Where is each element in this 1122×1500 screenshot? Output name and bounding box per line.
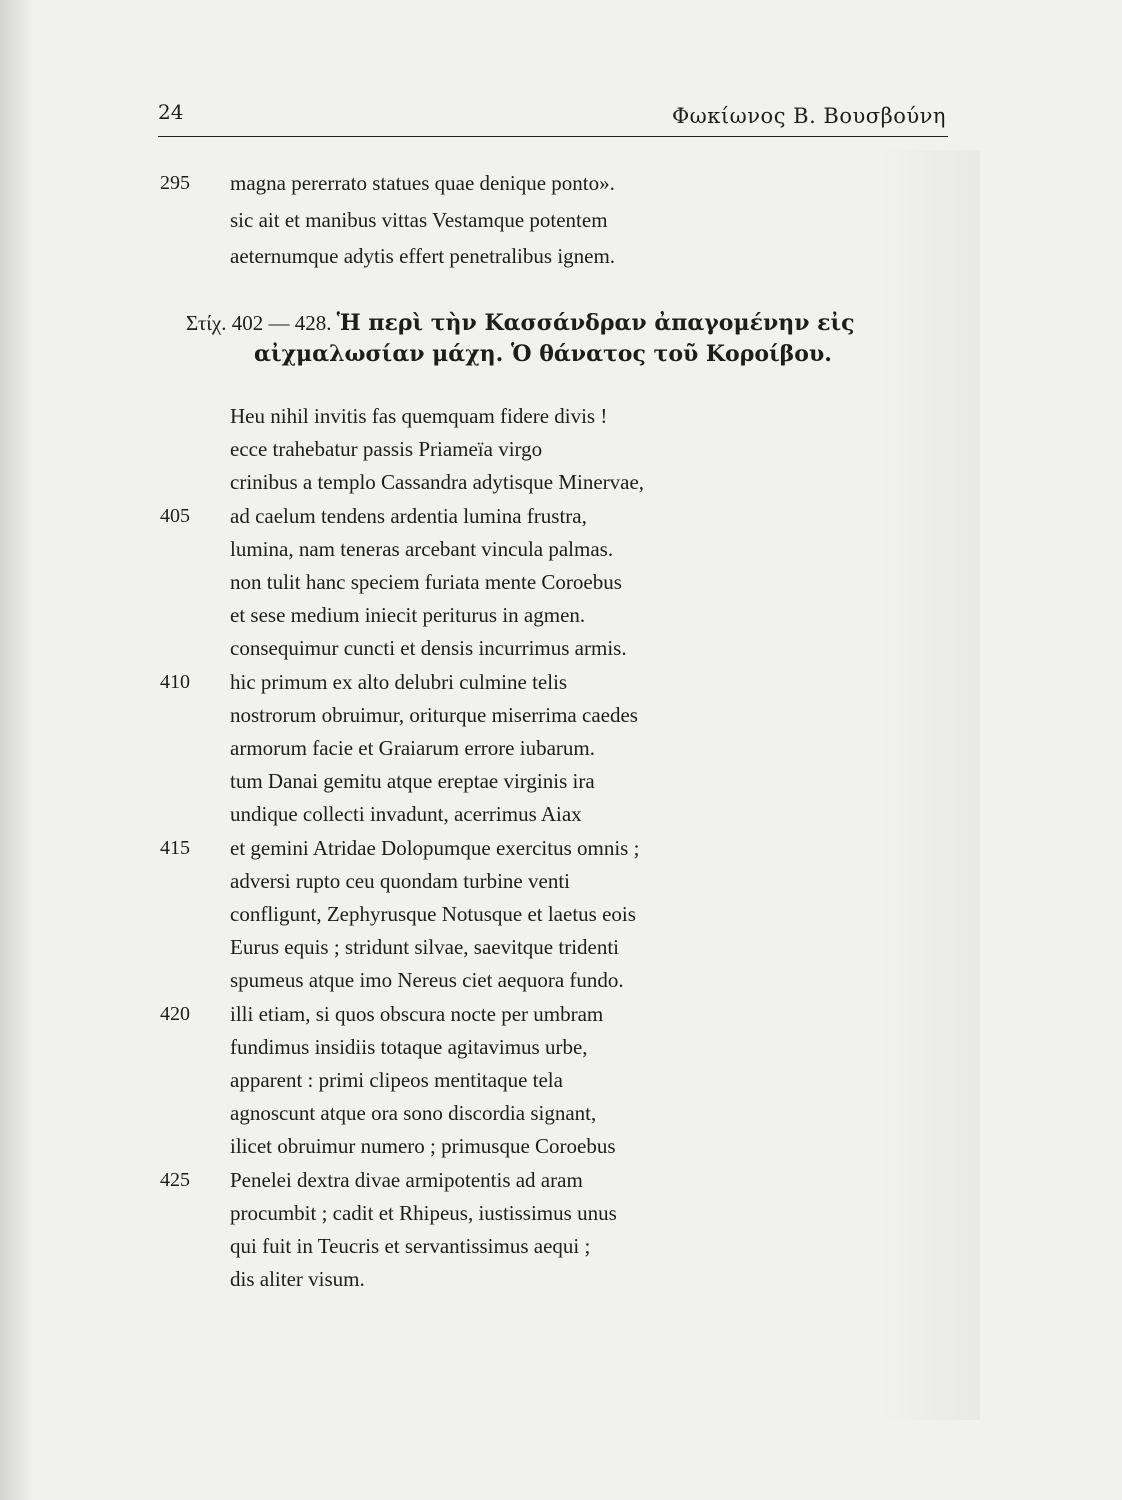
verse-line: dis aliter visum.	[230, 1267, 365, 1292]
line-number: 420	[160, 1002, 190, 1025]
verse-line: crinibus a templo Cassandra adytisque Minervae,	[230, 470, 645, 495]
verse-line: fundimus insidiis totaque agitavimus urbe,	[230, 1034, 588, 1059]
verse-line: procumbit ; cadit et Rhipeus, iustissimus unus	[230, 1200, 617, 1225]
verse-line: aeternumque adytis effert penetralibus ignem.	[230, 244, 616, 268]
verse-line: Heu nihil invitis fas quemquam fidere divis !	[230, 404, 608, 428]
verse-line: lumina, nam teneras arcebant vincula palmas.	[230, 536, 614, 561]
line-number: 415	[160, 836, 190, 859]
verse-line: et sese medium iniecit periturus in agmen.	[230, 603, 586, 628]
page-number: 24	[158, 100, 184, 124]
section-heading-line-1	[186, 310, 855, 336]
section-verse-reference: Στίχ. 402 — 428.	[186, 311, 332, 335]
section-title-line-1: Ἡ περὶ τὴν Κασσάνδραν ἀπαγομένην εἰς	[336, 310, 855, 336]
running-head: Φωκίωνος Β. Βουσβούνη	[671, 104, 946, 128]
verse-line: hic primum ex alto delubri culmine telis	[230, 669, 568, 694]
verse-line: confligunt, Zephyrusque Notusque et laetus eois	[230, 902, 636, 926]
verse-line: Eurus equis ; stridunt silvae, saevitque tridenti	[230, 935, 620, 960]
page-header	[0, 0, 1122, 140]
verse-line: qui fuit in Teucris et servantissimus aequi ;	[230, 1234, 591, 1258]
verse-line: illi etiam, si quos obscura nocte per umbram	[230, 1001, 604, 1026]
section-heading-line-2	[254, 341, 832, 367]
verse-line: agnoscunt atque ora sono discordia signant,	[230, 1101, 597, 1126]
verse-line: spumeus atque imo Nereus ciet aequora fundo.	[230, 968, 624, 993]
verse-line: nostrorum obruimur, oriturque miserrima caedes	[230, 702, 638, 727]
verse-line: Penelei dextra divae armipotentis ad aram	[230, 1167, 583, 1192]
verse-line: sic ait et manibus vittas Vestamque potentem	[230, 207, 608, 232]
verse-line: apparent : primi clipeos mentitaque tela	[230, 1068, 563, 1092]
line-number: 410	[160, 670, 190, 693]
verse-line: et gemini Atridae Dolopumque exercitus omnis ;	[230, 835, 640, 860]
section-title-line-2: αἰχμαλωσίαν μάχη. Ὁ θάνατος τοῦ Κοροίβου.	[254, 341, 832, 367]
verse-line: consequimur cuncti et densis incurrimus armis.	[230, 636, 627, 661]
verse-line: ad caelum tendens ardentia lumina frustra,	[230, 503, 587, 528]
verse-line: armorum facie et Graiarum errore iubarum.	[230, 736, 595, 760]
show-through-shadow	[880, 150, 980, 1420]
page-edge-shadow	[0, 0, 34, 1500]
verse-line: ecce trahebatur passis Priameïa virgo	[230, 437, 543, 462]
line-number: 405	[160, 504, 190, 527]
line-number: 425	[160, 1168, 190, 1191]
verse-line: tum Danai gemitu atque ereptae virginis ira	[230, 769, 595, 794]
header-rule	[158, 136, 948, 137]
verse-line: non tulit hanc speciem furiata mente Coroebus	[230, 570, 622, 594]
line-number: 295	[160, 172, 190, 194]
verse-line: undique collecti invadunt, acerrimus Aiax	[230, 802, 582, 827]
verse-line: ilicet obruimur numero ; primusque Coroebus	[230, 1134, 616, 1159]
verse-line: magna pererrato statues quae denique ponto».	[230, 171, 615, 195]
verse-line: adversi rupto ceu quondam turbine venti	[230, 868, 570, 893]
